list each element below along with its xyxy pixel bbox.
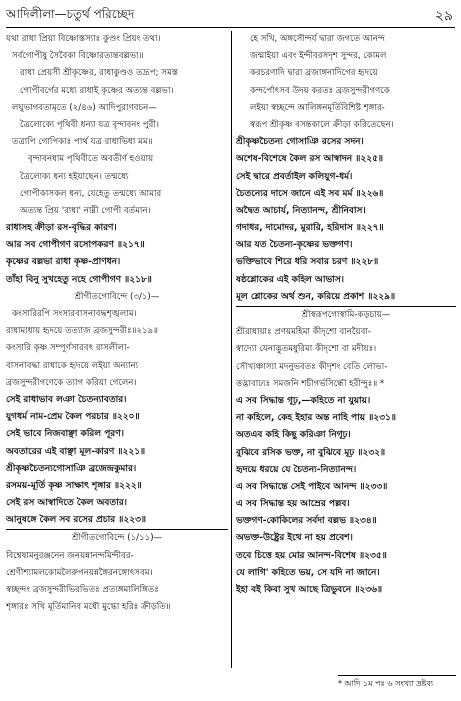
text-line: কন্দর্পোৎসব উদয় করতঃ ব্রজসুন্দরীগণকে <box>250 85 390 96</box>
text-line: লইয়া স্বচ্ছন্দে আলিঙ্গনমূর্তিবিশিষ্ট শৃঙ্গার- <box>250 102 385 113</box>
text-line: না কহিলে, কেহ ইহার অন্ত নাহি পায় ॥২৩১॥ <box>236 413 396 424</box>
text-line: শ্রীস্বরূপগোস্বামি-কড়চায়— <box>301 310 391 320</box>
text-line: ত্তদ্ভাবাঢ্যঃ সমজনি শচীগর্ভসিন্ধৌ হরীন্দুঃ॥ * <box>236 378 385 389</box>
chapter-title: আদিলীলা—চতুর্থ পরিচ্ছেদ <box>6 7 135 21</box>
text-line: আনুষঙ্গে কৈল সব রসের প্রচার ॥২২৩॥ <box>6 512 228 530</box>
text-line: জন্মাইয়া এবং ইন্দীবরসদৃশ সুন্দর, কোমল <box>250 51 387 62</box>
text-line: রাধামাধায় হৃদয়ে তত্যাজ ব্রজসুন্দরীঃ॥২১৯॥ <box>6 326 158 337</box>
text-line: যথা রাধা প্রিয়া বিষ্ণোস্তস্যাঃ কুণ্ডং প্রিয়ং তথা। <box>6 34 161 44</box>
text-line: শ্রীরাধায়াঃ প্রণয়মহিমা কীদৃশো বানয়ৈবা- <box>236 327 371 338</box>
text-line: এ সব সিদ্ধান্ত হয় আম্রের পল্লব। <box>236 499 350 510</box>
left-column <box>6 31 232 668</box>
text-line: যে লাগি' কহিতে ভয়, সে যদি না জানে। <box>236 567 380 578</box>
text-line: ভক্তিভাবে শিরে ধরি সবার চরণ ॥২২৮॥ <box>236 257 379 268</box>
text-line: বাসনাবদ্ধা রাধাকে হৃদয়ে লইয়া অন্যান্য <box>6 360 139 371</box>
text-line: রাধা প্রেয়সী শ্রীকৃষ্ণের, রাধাকুণ্ডও তদ্রূপ; সমস্ত <box>20 68 178 79</box>
text-line: তবে চিত্তে হয় মোর আনন্দ-বিশেষ ॥২৩৫॥ <box>236 550 387 561</box>
text-line: শ্রীগীতগোবিন্দে (১/১১)— <box>71 533 163 544</box>
text-line: লঘুভাগবতামৃতে (২/৪৬) আদিপুরাণবচন— <box>12 102 157 113</box>
text-line: শ্রেণীশ্যামলকোমলৈরুপনয়ন্নঙ্গৈরনঙ্গোৎসবম। <box>6 567 153 578</box>
text-line: ত্রৈলোক্য ধন্য হইয়াছেন। তন্মধ্যে <box>20 171 129 182</box>
text-line: আর সব গোপীগণ রসোপকরণ ॥২১৭॥ <box>6 240 145 251</box>
text-line: রাধাসহ ক্রীড়া রস-বৃদ্ধির কারণ। <box>6 223 117 234</box>
text-line: করচরণাদি দ্বারা ব্রজাঙ্গনাদিগের হৃদয়ে <box>250 68 378 79</box>
text-line: ত্রৈলোক্যে পৃথিবী ধন্যা যত্র বৃন্দাবনং পুরী। <box>20 119 159 130</box>
text-line: হে সখি, অঙ্গসৌন্দর্য দ্বারা জগতে আনন্দ <box>250 34 385 44</box>
text-line: গোপীবর্গের মধ্যে রাধাই কৃষ্ণের অত্যন্ত বল্লভা। <box>20 85 174 96</box>
text-line: সৌখ্যঞ্চাস্যা মদনুভবতঃ কীদৃশং বেতি লোভা- <box>236 361 388 372</box>
text-line: ব্রজসুন্দরীগণেকে ত্যাগ করিয়া গেলেন। <box>6 377 137 388</box>
text-line: শ্রীকৃষ্ণচৈতন্যগোসাঞি ব্রজেন্দ্রকুমার। <box>6 463 137 474</box>
page-header <box>6 3 455 28</box>
text-line: শ্রীগীতগোবিন্দে (৩/১)— <box>74 291 160 302</box>
text-line: সেই দ্বারে প্রবর্তাইল কলিযুগ-ধর্ম। <box>236 171 353 182</box>
text-line: বৃন্দাবনধাম পৃথিবীতে অবতীর্ণ হওয়ায় <box>28 154 154 165</box>
text-line: এ সব সিদ্ধান্ত গূঢ়,—কহিতে না যুয়ায়। <box>236 395 371 406</box>
text-line: কৃষ্ণের বল্লভা রাধা কৃষ্ণ-প্রাণধন। <box>6 257 121 268</box>
text-line: অদ্বৈত আচার্য, নিত্যানন্দ, শ্রীনিবাস। <box>236 205 366 216</box>
text-line: গোপীকাসকল ধন্য, যেহেতু তন্মধ্যে আমার <box>20 188 162 199</box>
text-line: শ্রীকৃষ্ণচৈতন্য গোসাঞি রসের সদন। <box>236 137 364 148</box>
text-line: ভক্তগণ-কোকিলের সর্বদা বল্লভ ॥২৩৪॥ <box>236 516 377 527</box>
text-line: তাঁহা বিনু সুখহেতু নহে গোপীগণ ॥২১৮॥ <box>6 274 152 285</box>
text-line: চৈতন্যের দাসে জানে এই সব মর্ম ॥২২৬॥ <box>236 188 384 199</box>
text-line: অতএব কহি কিছু করিঞা নিগূঢ়। <box>236 430 351 441</box>
text-line: সেই ভাবে নিজবাঞ্ছা করিল পূরণ। <box>6 429 124 440</box>
text-line: শৃঙ্গারঃ সখি মূর্তিমানিব মধৌ মুগ্ধো হরিঃ ক্রীড়তি॥ <box>6 602 171 613</box>
text-line: রসময়-মূর্তি কৃষ্ণ সাক্ষাৎ শৃঙ্গার ॥২২২॥ <box>6 480 142 491</box>
text-line: কংসারি কৃষ্ণ সম্পূর্ণসারবৎ রাসলীলা- <box>6 343 130 354</box>
footnote: * আদি ১ম পঃ ৬ সংখ্যা দ্রষ্টব্য <box>338 675 456 691</box>
text-line: তত্রাপি গোপিকাঃ পার্থ যত্র রাধাভিধা মম॥ <box>12 137 153 148</box>
text-line: অবতারের এই বাঞ্ছা মূল-কারণ ॥২২১॥ <box>6 446 146 457</box>
text-line: বিশ্বেষামনুরঞ্জনেন জনয়ন্নানন্দমিন্দীবর- <box>6 550 134 561</box>
right-column <box>236 31 456 599</box>
text-line: এ সব সিদ্ধান্তে সেই পাইবে আনন্দ ॥২৩৩॥ <box>236 481 388 492</box>
text-line: ইহা বই কিবা সুখ আছে ত্রিভুবনে ॥২৩৬॥ <box>236 585 383 595</box>
text-line: মূল শ্লোকের অর্থ শুন, করিয়ে প্রকাশ ॥২২৯॥ <box>236 289 456 307</box>
text-line: যুগধর্ম নাম-প্রেম কৈল পরচার ॥২২০॥ <box>6 412 140 423</box>
text-line: বুঝিবে রসিক ভক্ত, না বুঝিবে মূঢ় ॥২৩২॥ <box>236 447 386 458</box>
text-line: ষষ্ঠশ্লোকের এই কহিল আভাস। <box>236 274 345 285</box>
text-line: কংসারিরপি সংসারবাসনাবদ্ধশৃঙ্খলাম। <box>12 309 137 319</box>
text-line: স্বরূপ শ্রীকৃষ্ণ বসন্তকালে ক্রীড়া করিতেছেন। <box>250 119 394 130</box>
text-line: অত্যন্ত প্রিয় 'রাধা' নাম্নী গোপী বর্তমান। <box>20 205 151 216</box>
text-line: আর যত চৈতন্য-কৃষ্ণের ভক্তগণ। <box>236 240 353 251</box>
text-line: সেই রস আস্বাদিতে কৈল অবতার। <box>6 498 127 509</box>
text-line: স্বাদ্যো যেনাদ্ভুতমধুরিমা কীদৃশো বা মদীয়ঃ। <box>236 344 377 355</box>
text-line: অশেষ-বিশেষে কৈল রস আস্বাদন ॥২২৫॥ <box>236 154 384 165</box>
text-line: স্বচ্ছন্দং ব্রজসুন্দরীভিরভিতঃ প্রত্যঙ্গমালিঙ্গিতঃ <box>6 585 159 595</box>
text-line: হৃদয়ে ধরয়ে যে চৈতন্য-নিত্যানন্দ। <box>236 464 357 475</box>
text-line: অভক্ত-উষ্ট্রের ইথে না হয় প্রবেশ। <box>236 533 353 544</box>
page-number: ২৯ <box>434 8 453 24</box>
text-line: সর্বগোপীষু সৈবৈকা বিষ্ণোরত্যন্তবল্লভা॥ <box>12 51 144 62</box>
text-line: সেই রাধাভাব লঞা চৈতন্যাবতার। <box>6 394 127 405</box>
text-line: গদাধর, দামোদর, মুরারি, হরিদাস ॥২২৭॥ <box>236 223 384 234</box>
